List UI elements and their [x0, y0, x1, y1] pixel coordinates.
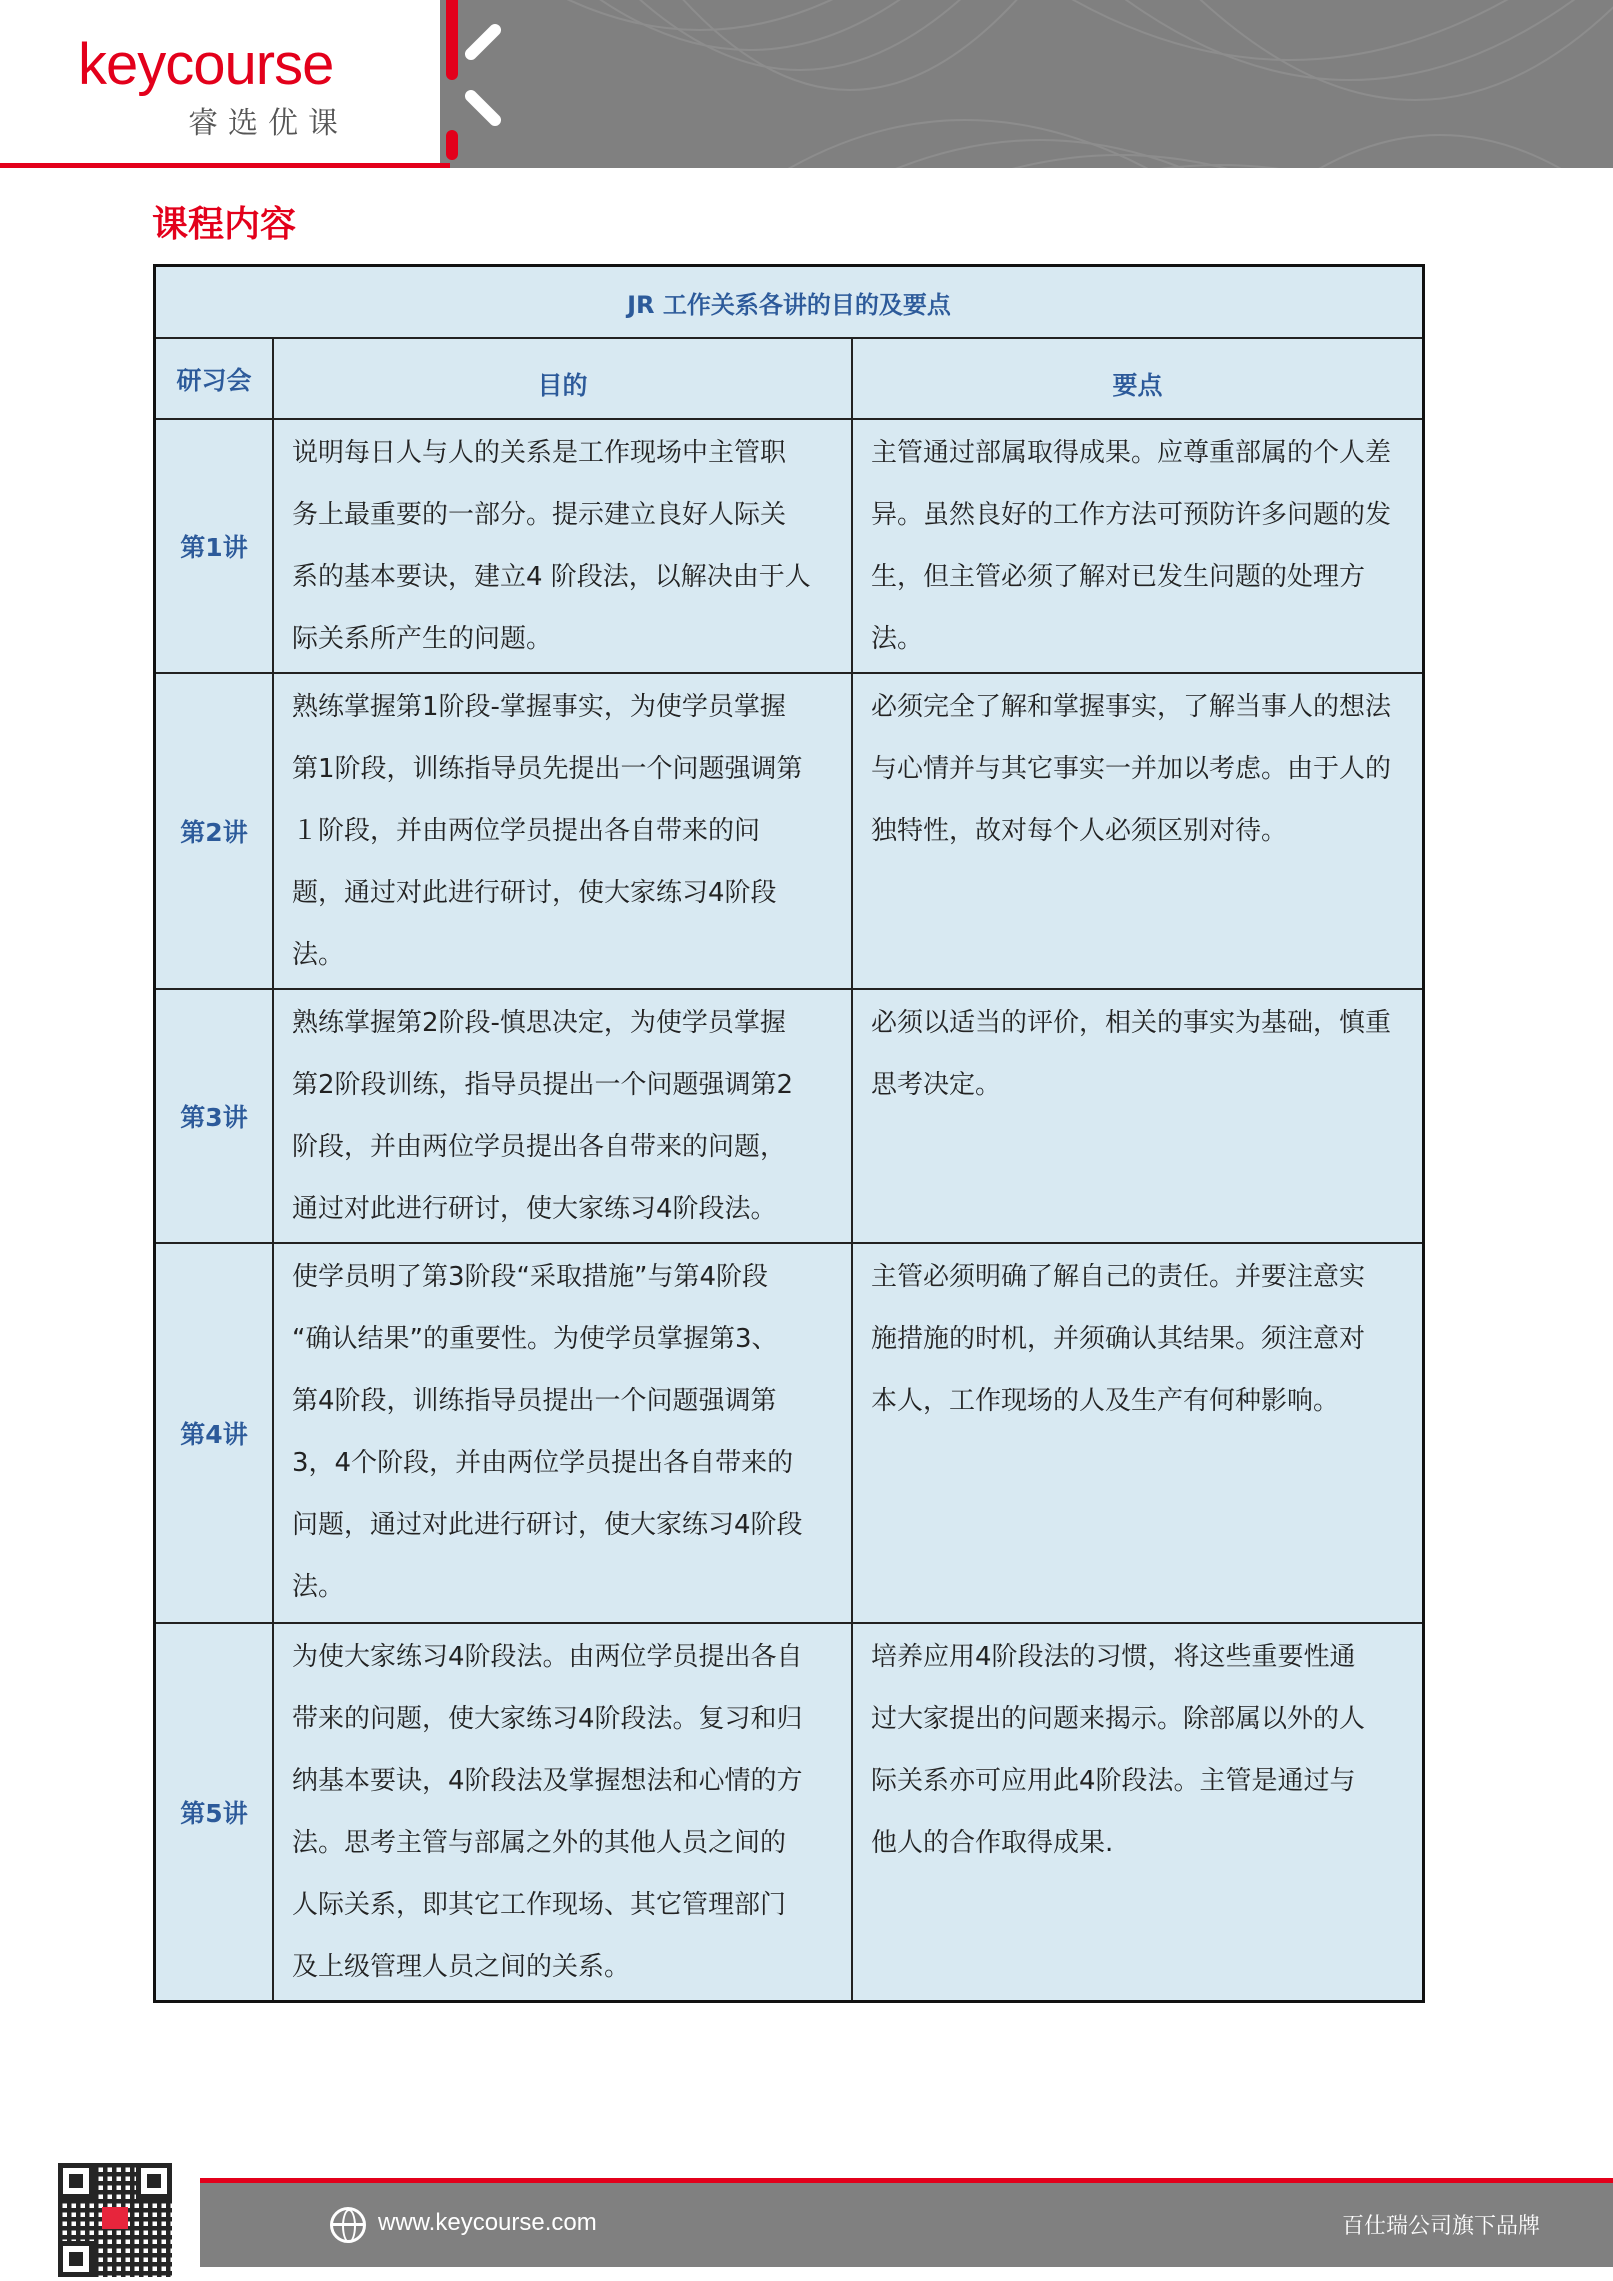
table-row	[155, 419, 1424, 673]
points-line: 过大家提出的问题来揭示。除部属以外的人	[871, 1704, 1366, 1734]
footer-brand-text: 百仕瑞公司旗下品牌	[1341, 2214, 1540, 2239]
points-line: 际关系亦可应用此4阶段法。主管是通过与	[871, 1766, 1356, 1796]
header-gray-band	[440, 0, 1613, 168]
points-line: 与心情并与其它事实一并加以考虑。由于人的	[871, 754, 1392, 784]
header-points: 要点	[852, 338, 1424, 419]
purpose-line: 熟练掌握第2阶段-慎思决定，为使学员掌握	[292, 1008, 786, 1038]
points-line: 本人，工作现场的人及生产有何种影响。	[871, 1386, 1340, 1416]
points-line: 法。	[871, 624, 924, 654]
session-label: 第5讲	[155, 1623, 274, 2001]
purpose-cell	[273, 419, 852, 673]
logo-wordmark: keycourse	[78, 32, 334, 97]
header-session: 研习会	[155, 338, 274, 419]
session-label: 第2讲	[155, 673, 274, 989]
purpose-line: 法。	[292, 940, 345, 970]
purpose-line: 人际关系，即其它工作现场、其它管理部门	[292, 1890, 787, 1920]
purpose-line: 务上最重要的一部分。提示建立良好人际关	[292, 500, 787, 530]
purpose-line: 3，4个阶段，并由两位学员提出各自带来的	[292, 1448, 794, 1478]
globe-icon	[330, 2207, 366, 2243]
purpose-line: 际关系所产生的问题。	[292, 624, 553, 654]
points-line: 生，但主管必须了解对已发生问题的处理方	[871, 562, 1366, 592]
purpose-line: 问题，通过对此进行研讨，使大家练习4阶段	[292, 1510, 803, 1540]
course-content-table	[153, 264, 1425, 2003]
purpose-line: 法。思考主管与部属之外的其他人员之间的	[292, 1828, 787, 1858]
header-red-line	[0, 163, 450, 168]
purpose-line: 为使大家练习4阶段法。由两位学员提出各自	[292, 1642, 803, 1672]
keycourse-logo[interactable]	[78, 32, 348, 142]
table-row	[155, 1243, 1424, 1623]
points-line: 施措施的时机，并须确认其结果。须注意对	[871, 1324, 1366, 1354]
purpose-line: 说明每日人与人的关系是工作现场中主管职	[292, 438, 787, 468]
purpose-line: １阶段，并由两位学员提出各自带来的问	[292, 816, 761, 846]
table-header-row	[155, 338, 1424, 419]
purpose-cell	[273, 989, 852, 1243]
table-row	[155, 1623, 1424, 2001]
qr-finder-icon	[58, 2163, 94, 2199]
purpose-line: 法。	[292, 1572, 345, 1602]
purpose-line: 通过对此进行研讨，使大家练习4阶段法。	[292, 1194, 777, 1224]
session-label: 第3讲	[155, 989, 274, 1243]
session-label: 第1讲	[155, 419, 274, 673]
table-row	[155, 673, 1424, 989]
points-line: 必须完全了解和掌握事实，了解当事人的想法	[871, 692, 1392, 722]
purpose-line: 系的基本要诀，建立4 阶段法，以解决由于人	[292, 562, 811, 592]
points-line: 他人的合作取得成果.	[871, 1828, 1114, 1858]
qr-finder-icon	[136, 2163, 172, 2199]
points-cell	[852, 419, 1424, 673]
qr-logo-icon	[102, 2207, 128, 2229]
table-row	[155, 989, 1424, 1243]
purpose-line: 熟练掌握第1阶段-掌握事实，为使学员掌握	[292, 692, 786, 722]
points-line: 主管必须明确了解自己的责任。并要注意实	[871, 1262, 1366, 1292]
points-cell	[852, 673, 1424, 989]
purpose-line: 阶段，并由两位学员提出各自带来的问题，	[292, 1132, 787, 1162]
table-caption: JR 工作关系各讲的目的及要点	[155, 266, 1424, 339]
points-line: 必须以适当的评价，相关的事实为基础，慎重	[871, 1008, 1392, 1038]
points-line: 思考决定。	[871, 1070, 1002, 1100]
header-pattern-icon	[440, 0, 1613, 168]
purpose-cell	[273, 1623, 852, 2001]
purpose-cell	[273, 673, 852, 989]
purpose-line: 第2阶段训练，指导员提出一个问题强调第2	[292, 1070, 794, 1100]
purpose-line: “确认结果”的重要性。为使学员掌握第3、	[292, 1324, 778, 1354]
purpose-line: 第1阶段，训练指导员先提出一个问题强调第	[292, 754, 803, 784]
footer-website-link[interactable]: www.keycourse.com	[378, 2209, 597, 2236]
points-cell	[852, 989, 1424, 1243]
points-line: 培养应用4阶段法的习惯，将这些重要性通	[871, 1642, 1356, 1672]
points-cell	[852, 1243, 1424, 1623]
table-caption-row	[155, 266, 1424, 339]
qr-finder-icon	[58, 2241, 94, 2277]
points-line: 主管通过部属取得成果。应尊重部属的个人差	[871, 438, 1392, 468]
points-line: 异。虽然良好的工作方法可预防许多问题的发	[871, 500, 1392, 530]
purpose-line: 纳基本要诀，4阶段法及掌握想法和心情的方	[292, 1766, 803, 1796]
points-line: 独特性，故对每个人必须区别对待。	[871, 816, 1288, 846]
purpose-line: 及上级管理人员之间的关系。	[292, 1952, 631, 1982]
purpose-line: 第4阶段，训练指导员提出一个问题强调第	[292, 1386, 777, 1416]
session-label: 第4讲	[155, 1243, 274, 1623]
page-title: 课程内容	[152, 204, 297, 245]
qr-code-icon[interactable]	[58, 2163, 172, 2277]
purpose-cell	[273, 1243, 852, 1623]
header-purpose: 目的	[273, 338, 852, 419]
purpose-line: 带来的问题，使大家练习4阶段法。复习和归	[292, 1704, 803, 1734]
page-header	[0, 0, 1613, 170]
purpose-line: 使学员明了第3阶段“采取措施”与第4阶段	[292, 1262, 769, 1292]
header-red-dot	[446, 130, 458, 160]
logo-chinese-subtitle: 睿选优课	[188, 106, 348, 141]
points-cell	[852, 1623, 1424, 2001]
purpose-line: 题，通过对此进行研讨，使大家练习4阶段	[292, 878, 777, 908]
header-red-accent	[446, 0, 458, 80]
